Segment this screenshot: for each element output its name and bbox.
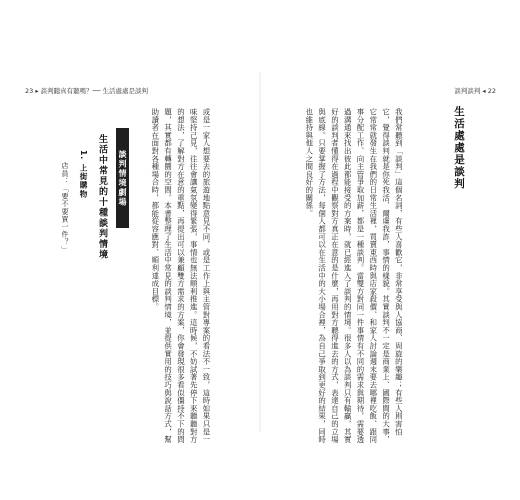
item-heading: 1. 上街購物 xyxy=(79,150,88,199)
page-gutter xyxy=(259,72,261,432)
section-banner: 談判情境劇場 xyxy=(116,128,129,228)
right-page-body-text: 我們常聽到「談判」這個名詞，有些人喜歡它，非常享受與人協商、周旋的樂趣；有些人則害怕它，覺得談判就是你死我活、爾虞我詐，事情的樣貌。其實談判不一定是商業上、國際間的大事，它常常就發生在我們的日常生活裡，買賣東西時與店家殺價、和家人討論週末要去哪裡吃飯、跟同事分配工作、向主管爭取加薪，都是一種談判。當雙方對同一件事情有不同的需求與期待，需要透過溝通來找出彼此都能接受的方案時，就已經進入了談判的情境。很多人以為談判只有輸贏，其實好的談判者懂得在過程中觀察對方真正在意的是什麼，再用對方聽得進去的方式，表達自己的立場與底線。只要掌握了方法，每個人都可以在生活中的大小場合裡，為自己爭取到更好的結果，同時也維持與他人之間良好的關係。 xyxy=(304,108,404,444)
left-page-body-text: 或是一家人想要去的旅遊地點意見不同，或是工作上與主管對專案的看法不一致，這時如果只是一味堅持己見，往往會讓氣氛變得緊張，事情也無法順利推進。這時候，不妨試著先停下來聽聽對方的想法，了解對方在意的重點，再提出可以兼顧雙方需求的方案，你會發現很多看似僵持不下的問題，其實都有轉圜的空間。本書整理了生活中常見的談判情境，並提供實用的技巧與說話方式，幫助讀者在面對各種場合時，都能從容應對、順利達成目標。 xyxy=(150,108,211,444)
item-dialogue: 店員：「要不要買一件？」 xyxy=(61,162,69,254)
section-heading: 生活中常見的十種談判情境 xyxy=(97,134,107,260)
left-page-header: 23 ▸ 談判聽真有聽嗎？── 生活處處是談判 xyxy=(25,87,149,95)
right-page-header: 談判談判 ◂ 22 xyxy=(454,87,496,95)
chapter-title: 生活處處是談判 xyxy=(453,106,465,190)
